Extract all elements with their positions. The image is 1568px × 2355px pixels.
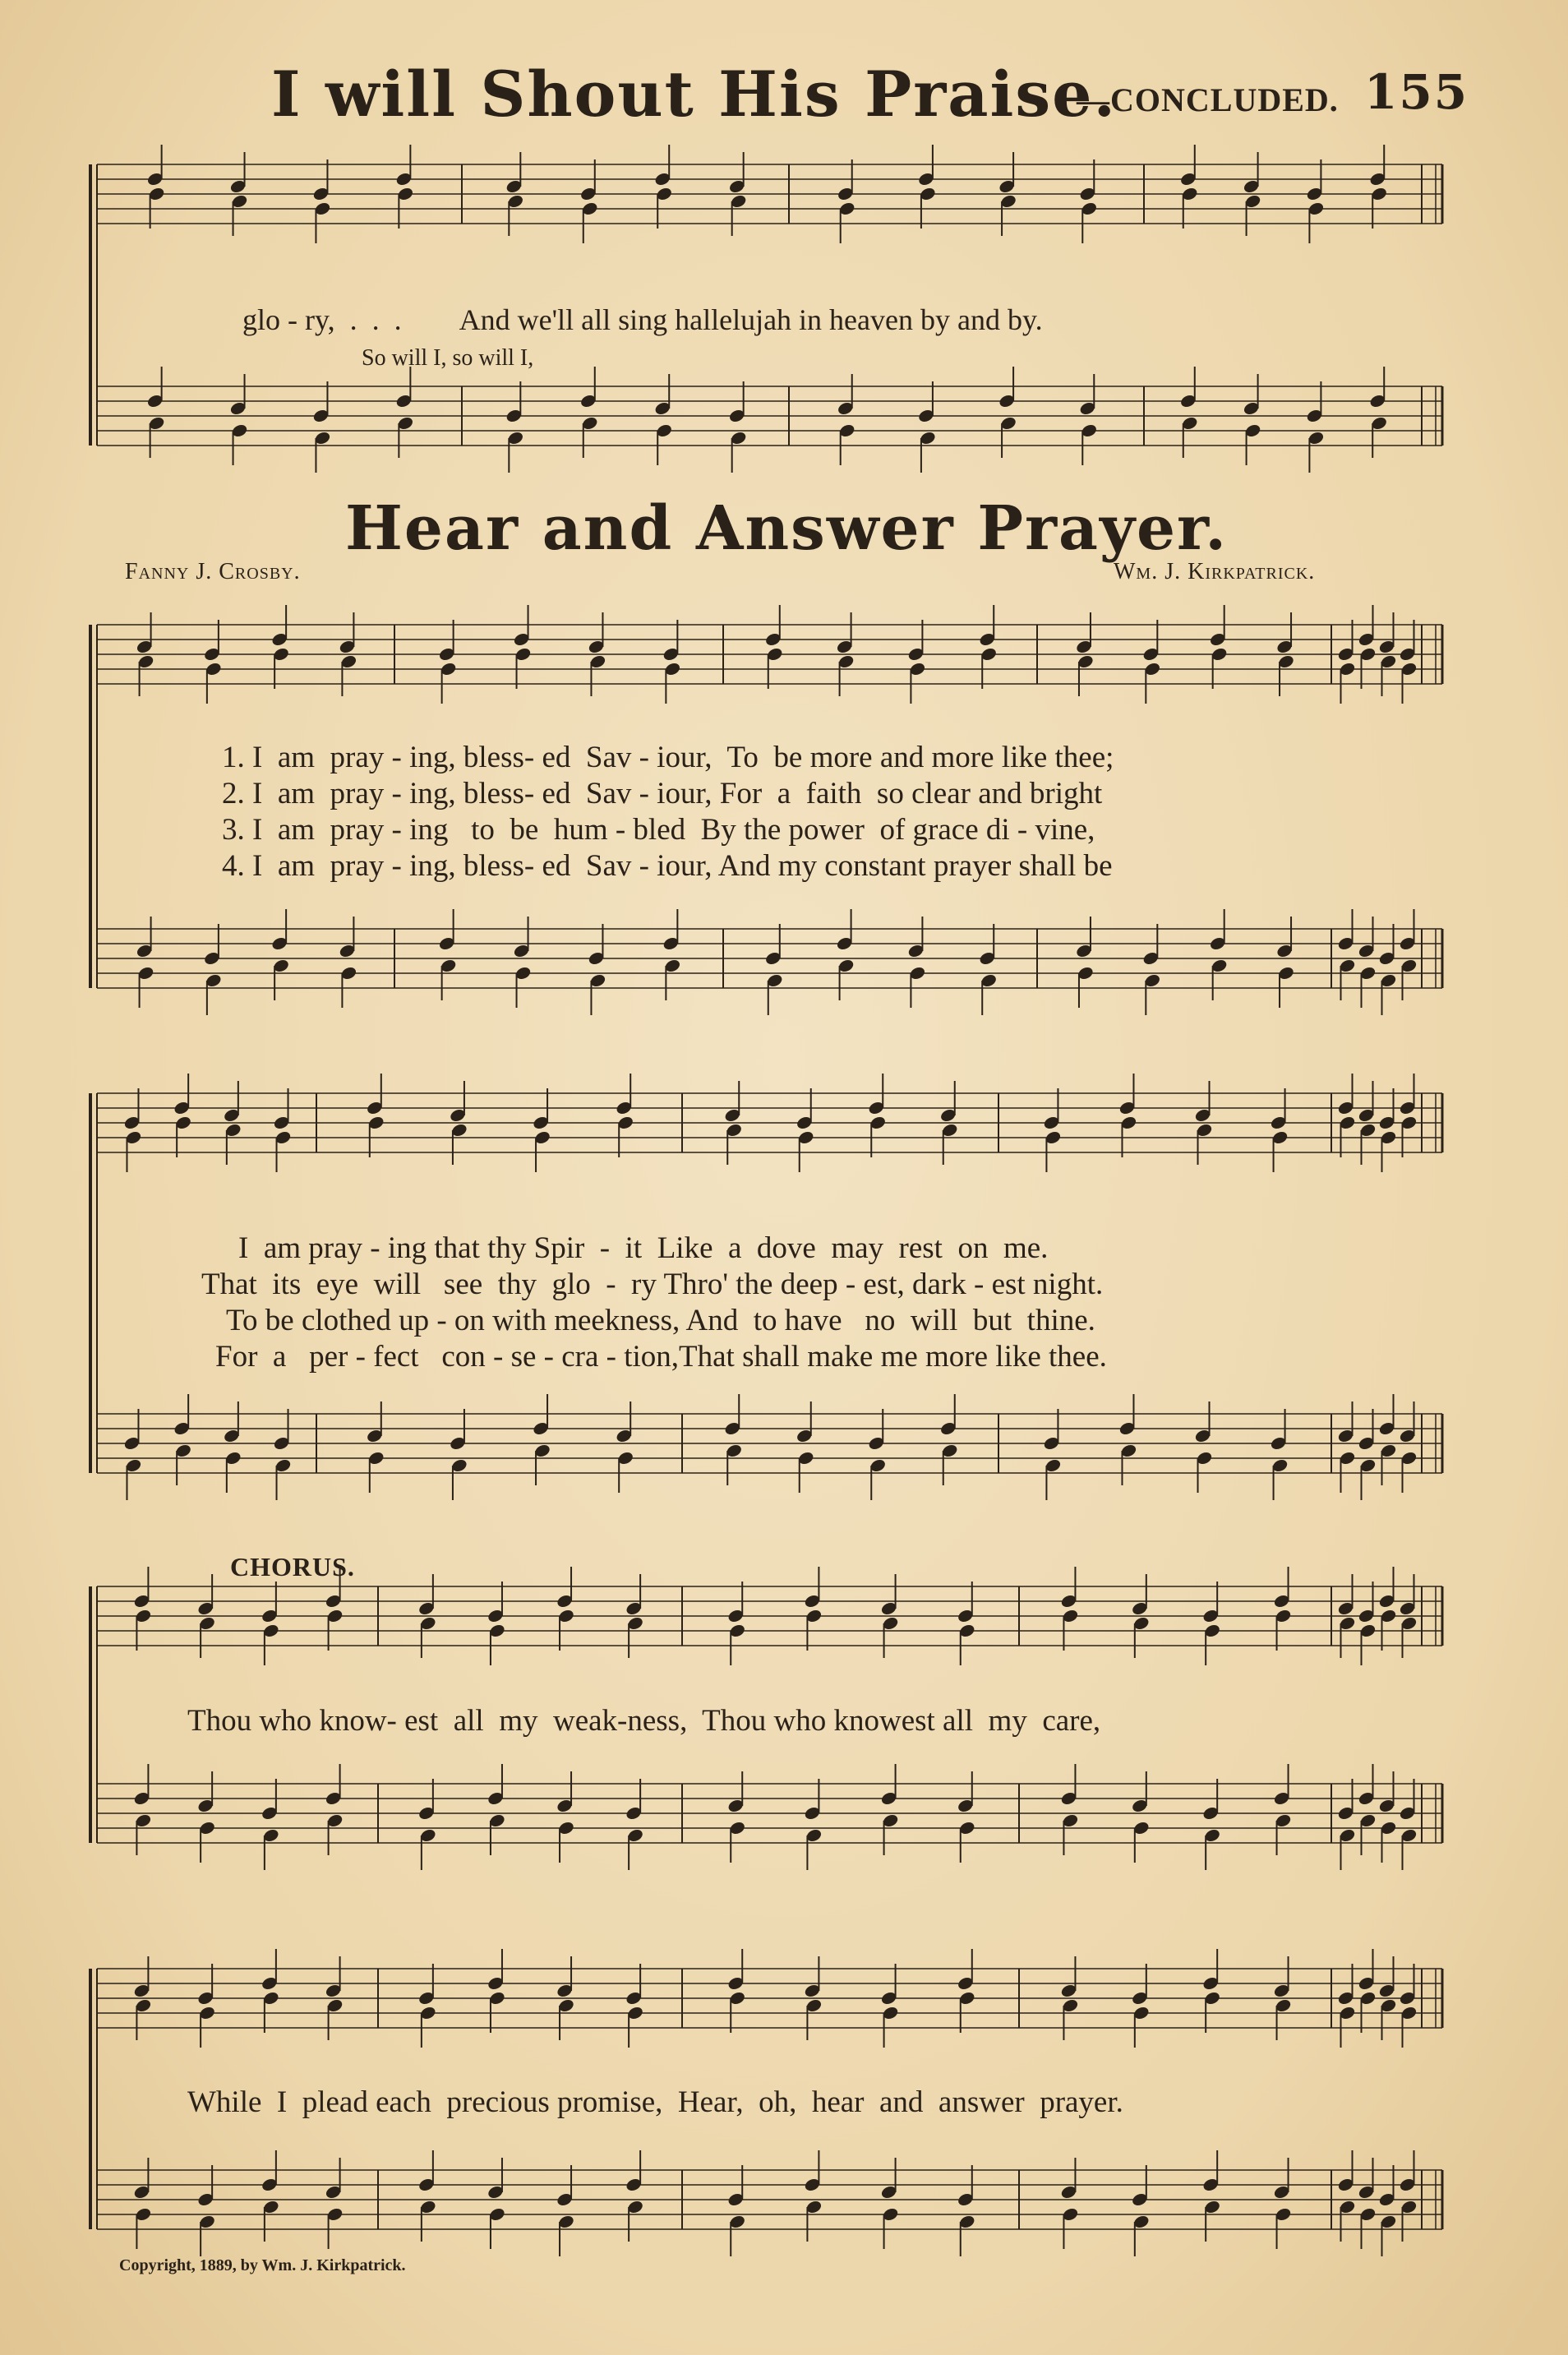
chorus-line-2: While I plead each precious promise, Hear, oh, hear and answer prayer. xyxy=(187,2085,1123,2119)
copyright-notice: Copyright, 1889, by Wm. J. Kirkpatrick. xyxy=(119,2256,406,2274)
lyric-line: glo - ry, . . . And we'll all sing hallelujah in heaven by and by. xyxy=(242,303,1043,336)
verse-2-line-2: That its eye will see thy glo - ry Thro' the deep - est, dark - est night. xyxy=(201,1268,1104,1301)
bass-echo-text: So will I, so will I, xyxy=(362,345,534,371)
verse-1-line-2: I am pray - ing that thy Spir - it Like a dove may rest on me. xyxy=(238,1231,1049,1265)
concluded-label: —CONCLUDED. xyxy=(1077,81,1339,118)
verse-1-line-1: 1. I am pray - ing, bless- ed Sav - iour, To be more and more like thee; xyxy=(222,741,1114,774)
chorus-label: CHORUS. xyxy=(230,1552,355,1582)
song-title: Hear and Answer Prayer. xyxy=(345,493,1228,564)
verse-3-line-1: 3. I am pray - ing to be hum - bled By the power of grace di - vine, xyxy=(222,813,1095,847)
verse-2-line-1: 2. I am pray - ing, bless- ed Sav - iour, For a faith so clear and bright xyxy=(222,777,1103,810)
verse-4-line-2: For a per - fect con - se - cra - tion,That shall make me more like thee. xyxy=(215,1340,1107,1374)
author-name: Fanny J. Crosby. xyxy=(125,559,301,584)
verse-3-line-2: To be clothed up - on with meekness, And to have no will but thine. xyxy=(226,1304,1095,1337)
chorus-line-1: Thou who know- est all my weak-ness, Thou who knowest all my care, xyxy=(187,1704,1101,1738)
page-number: 155 xyxy=(1364,64,1469,120)
verse-4-line-1: 4. I am pray - ing, bless- ed Sav - iour, And my constant prayer shall be xyxy=(222,849,1113,883)
composer-name: Wm. J. Kirkpatrick. xyxy=(1114,559,1316,584)
song-title-concluded: I will Shout His Praise. xyxy=(271,58,1117,131)
